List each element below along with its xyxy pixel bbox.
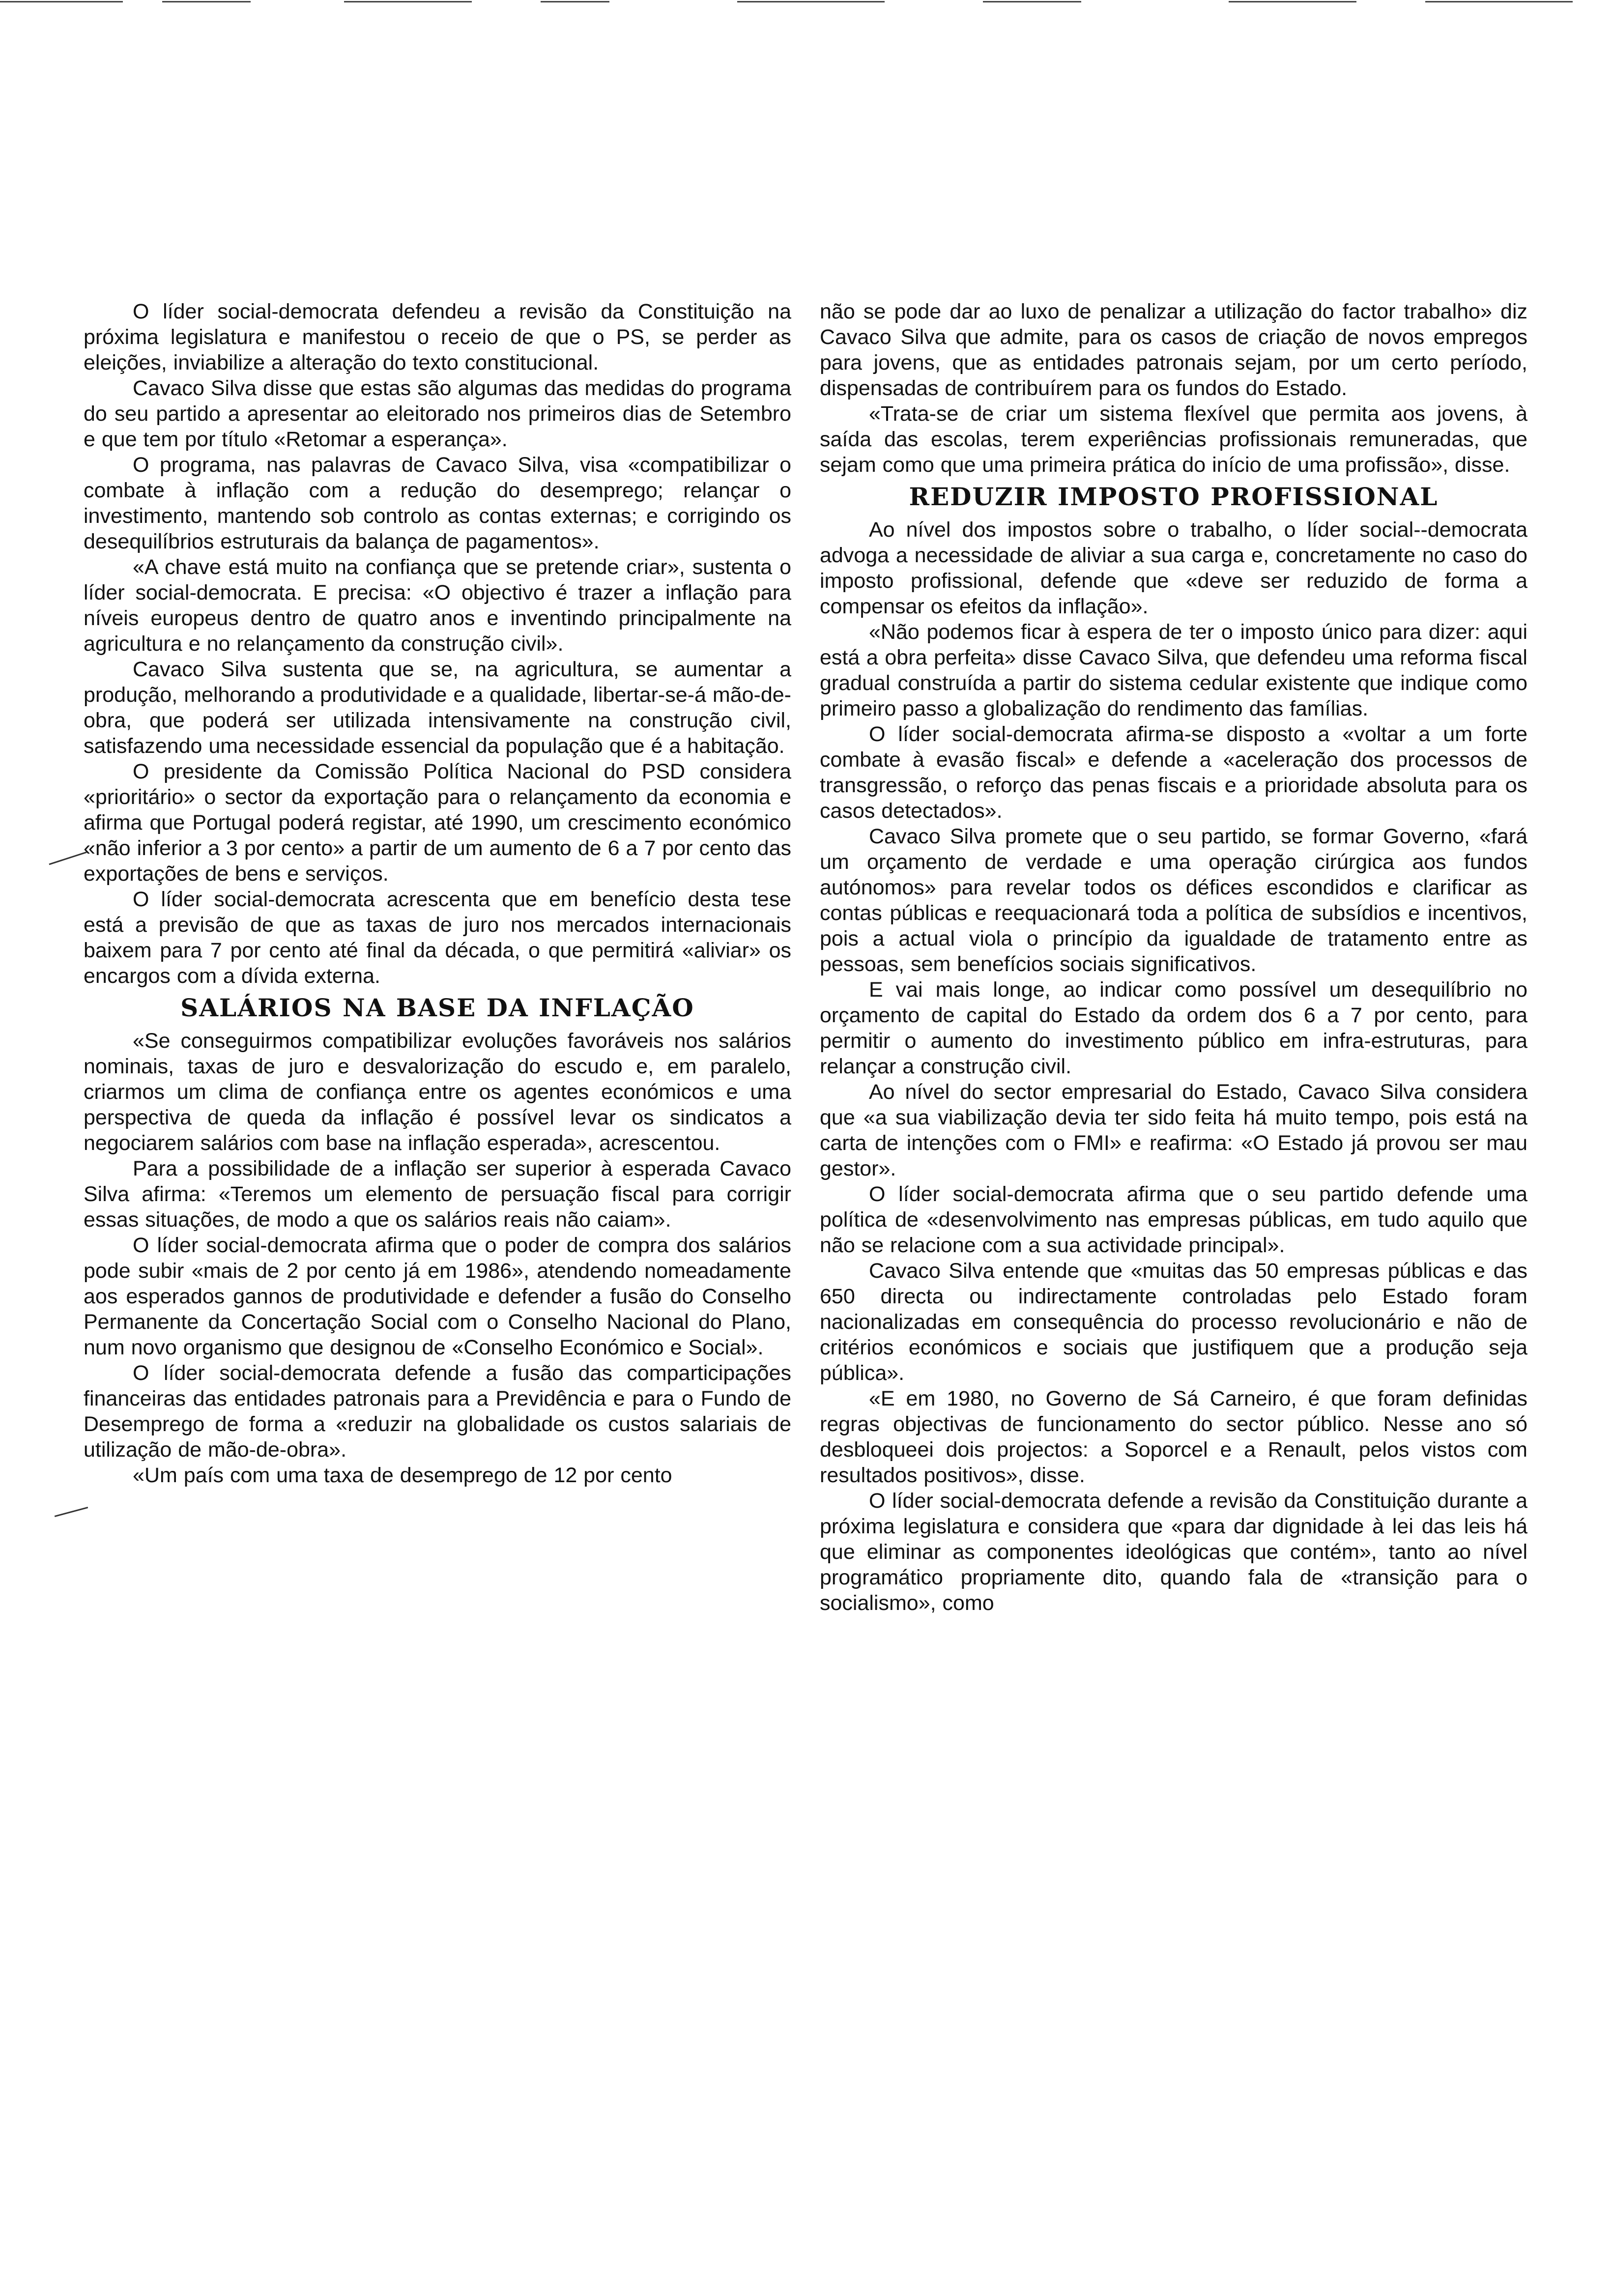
article-column-right bbox=[820, 299, 1527, 1616]
paragraph: Cavaco Silva sustenta que se, na agricultura, se aumentar a produção, melhorando a produtividade e a qualidade, libertar-se-á mão-de-obra, que poderá ser utilizada intensivamente na construção civil, satisfazendo uma necessidade essencial da população que é a habitação. bbox=[84, 658, 791, 758]
paragraph: «Se conseguirmos compatibilizar evoluções favoráveis nos salários nominais, taxas de juro e desvalorização do escudo e, em paralelo, criarmos um clima de confiança entre os agentes económicos e uma perspectiva de queda da inflação é possível levar os sindicatos a negociarem salários com base na inflação esperada», acrescentou. bbox=[84, 1029, 791, 1155]
paragraph: O líder social-democrata afirma que o seu partido defende uma política de «desenvolvimento nas empresas públicas, em tudo aquilo que não se relacione com a sua actividade principal». bbox=[820, 1182, 1527, 1257]
section-subheading: SALÁRIOS NA BASE DA INFLAÇÃO bbox=[180, 993, 694, 1022]
paragraph: O líder social-democrata acrescenta que em benefício desta tese está a previsão de que as taxas de juro nos mercados internacionais baixem para 7 por cento até final da década, o que permitirá «aliviar» os encargos com a dívida externa. bbox=[84, 888, 791, 988]
paragraph: O programa, nas palavras de Cavaco Silva, visa «compatibilizar o combate à inflação com a redução do desemprego; relançar o investimento, mantendo sob controlo as contas externas; e corrigindo os desequilíbrios estruturais da balança de pagamentos». bbox=[84, 453, 791, 553]
paragraph: Cavaco Silva entende que «muitas das 50 empresas públicas e das 650 directa ou indirectamente controladas pelo Estado foram nacionalizadas em consequência do processo revolucionário e não de critérios económicos e sociais que justifiquem que a produção seja pública». bbox=[820, 1259, 1527, 1385]
margin-pen-mark bbox=[49, 852, 86, 865]
paragraph: O líder social-democrata afirma que o poder de compra dos salários pode subir «mais de 2 por cento já em 1986», atendendo nomeadamente aos esperados gannos de produtividade e defender a fusão do Conselho Permanente da Concertação Social com o Conselho Nacional do Plano, num novo organismo que designou de «Conselho Económico e Social». bbox=[84, 1234, 791, 1359]
paragraph: E vai mais longe, ao indicar como possível um desequilíbrio no orçamento de capital do Estado da ordem dos 6 a 7 por cento, para permitir o aumento do investimento público em infra-estruturas, para relançar a construção civil. bbox=[820, 978, 1527, 1078]
paragraph: O líder social-democrata defende a revisão da Constituição durante a próxima legislatura e considera que «para dar dignidade à lei das leis há que eliminar as componentes ideológicas que contém», tanto ao nível programático propriamente dito, quando fala de «transição para o socialismo», como bbox=[820, 1489, 1527, 1615]
paragraph: Cavaco Silva disse que estas são algumas das medidas do programa do seu partido a apresentar ao eleitorado nos primeiros dias de Setembro e que tem por título «Retomar a esperança». bbox=[84, 376, 791, 451]
paragraph: O líder social-democrata afirma-se disposto a «voltar a um forte combate à evasão fiscal» e defende a «aceleração dos processos de transgressão, o reforço das penas fiscais e a prioridade absoluta para os casos detectados». bbox=[820, 722, 1527, 823]
paragraph: Cavaco Silva promete que o seu partido, se formar Governo, «fará um orçamento de verdade e uma operação cirúrgica aos fundos autónomos» para revelar todos os défices escondidos e clarificar as contas públicas e reequacionará toda a política de subsídios e incentivos, pois a actual viola o princípio da igualdade de tratamento entre as pessoas, sem benefícios sociais significativos. bbox=[820, 825, 1527, 976]
paragraph: «Não podemos ficar à espera de ter o imposto único para dizer: aqui está a obra perfeita» disse Cavaco Silva, que defendeu uma reforma fiscal gradual construída a partir do sistema cedular existente que indique como primeiro passo a globalização do rendimento das famílias. bbox=[820, 620, 1527, 720]
paragraph-continued: não se pode dar ao luxo de penalizar a utilização do factor trabalho» diz Cavaco Silva que admite, para os casos de criação de novos empregos para jovens, que as entidades patronais sejam, por um certo período, dispensadas de contribuírem para os fundos do Estado. bbox=[820, 300, 1527, 400]
paragraph: «Um país com uma taxa de desemprego de 12 por cento bbox=[133, 1464, 672, 1487]
article-column-left bbox=[84, 299, 791, 1488]
paragraph: O líder social-democrata defendeu a revisão da Constituição na próxima legislatura e manifestou o receio de que o PS, se perder as eleições, inviabilize a alteração do texto constitucional. bbox=[84, 300, 791, 374]
paragraph: «A chave está muito na confiança que se pretende criar», sustenta o líder social-democrata. E precisa: «O objectivo é trazer a inflação para níveis europeus dentro de quatro anos e inventindo principalmente na agricultura e no relançamento da construção civil». bbox=[84, 555, 791, 656]
paragraph: «Trata-se de criar um sistema flexível que permita aos jovens, à saída das escolas, terem experiências profissionais remuneradas, que sejam como que uma primeira prática do início de uma profissão», disse. bbox=[820, 402, 1527, 477]
paragraph: O presidente da Comissão Política Nacional do PSD considera «prioritário» o sector da exportação para o relançamento da economia e afirma que Portugal poderá registar, até 1990, um crescimento económico «não inferior a 3 por cento» a partir de um aumento de 6 a 7 por cento das exportações de bens e serviços. bbox=[84, 760, 791, 886]
paragraph: Ao nível do sector empresarial do Estado, Cavaco Silva considera que «a sua viabilização devia ter sido feita há muito tempo, pois está na carta de intenções com o FMI» e reafirma: «O Estado já provou ser mau gestor». bbox=[820, 1080, 1527, 1180]
paragraph: Ao nível dos impostos sobre o trabalho, o líder social--democrata advoga a necessidade de aliviar a sua carga e, concretamente no caso do imposto profissional, defende que «deve ser reduzido de forma a compensar os efeitos da inflação». bbox=[820, 518, 1527, 618]
paragraph: «E em 1980, no Governo de Sá Carneiro, é que foram definidas regras objectivas de funcionamento do sector público. Nesse ano só desbloqueei dois projectos: a Soporcel e a Renault, pelos vistos com resultados positivos», disse. bbox=[820, 1387, 1527, 1487]
section-subheading: REDUZIR IMPOSTO PROFISSIONAL bbox=[909, 482, 1439, 511]
margin-pen-mark bbox=[55, 1507, 88, 1517]
paragraph: O líder social-democrata defende a fusão das comparticipações financeiras das entidades patronais para a Previdência e para o Fundo de Desemprego de forma a «reduzir na globalidade os custos salariais de utilização de mão-de-obra». bbox=[84, 1361, 791, 1462]
paragraph: Para a possibilidade de a inflação ser superior à esperada Cavaco Silva afirma: «Teremos um elemento de persuação fiscal para corrigir essas situações, de modo a que os salários reais não caiam». bbox=[84, 1157, 791, 1232]
